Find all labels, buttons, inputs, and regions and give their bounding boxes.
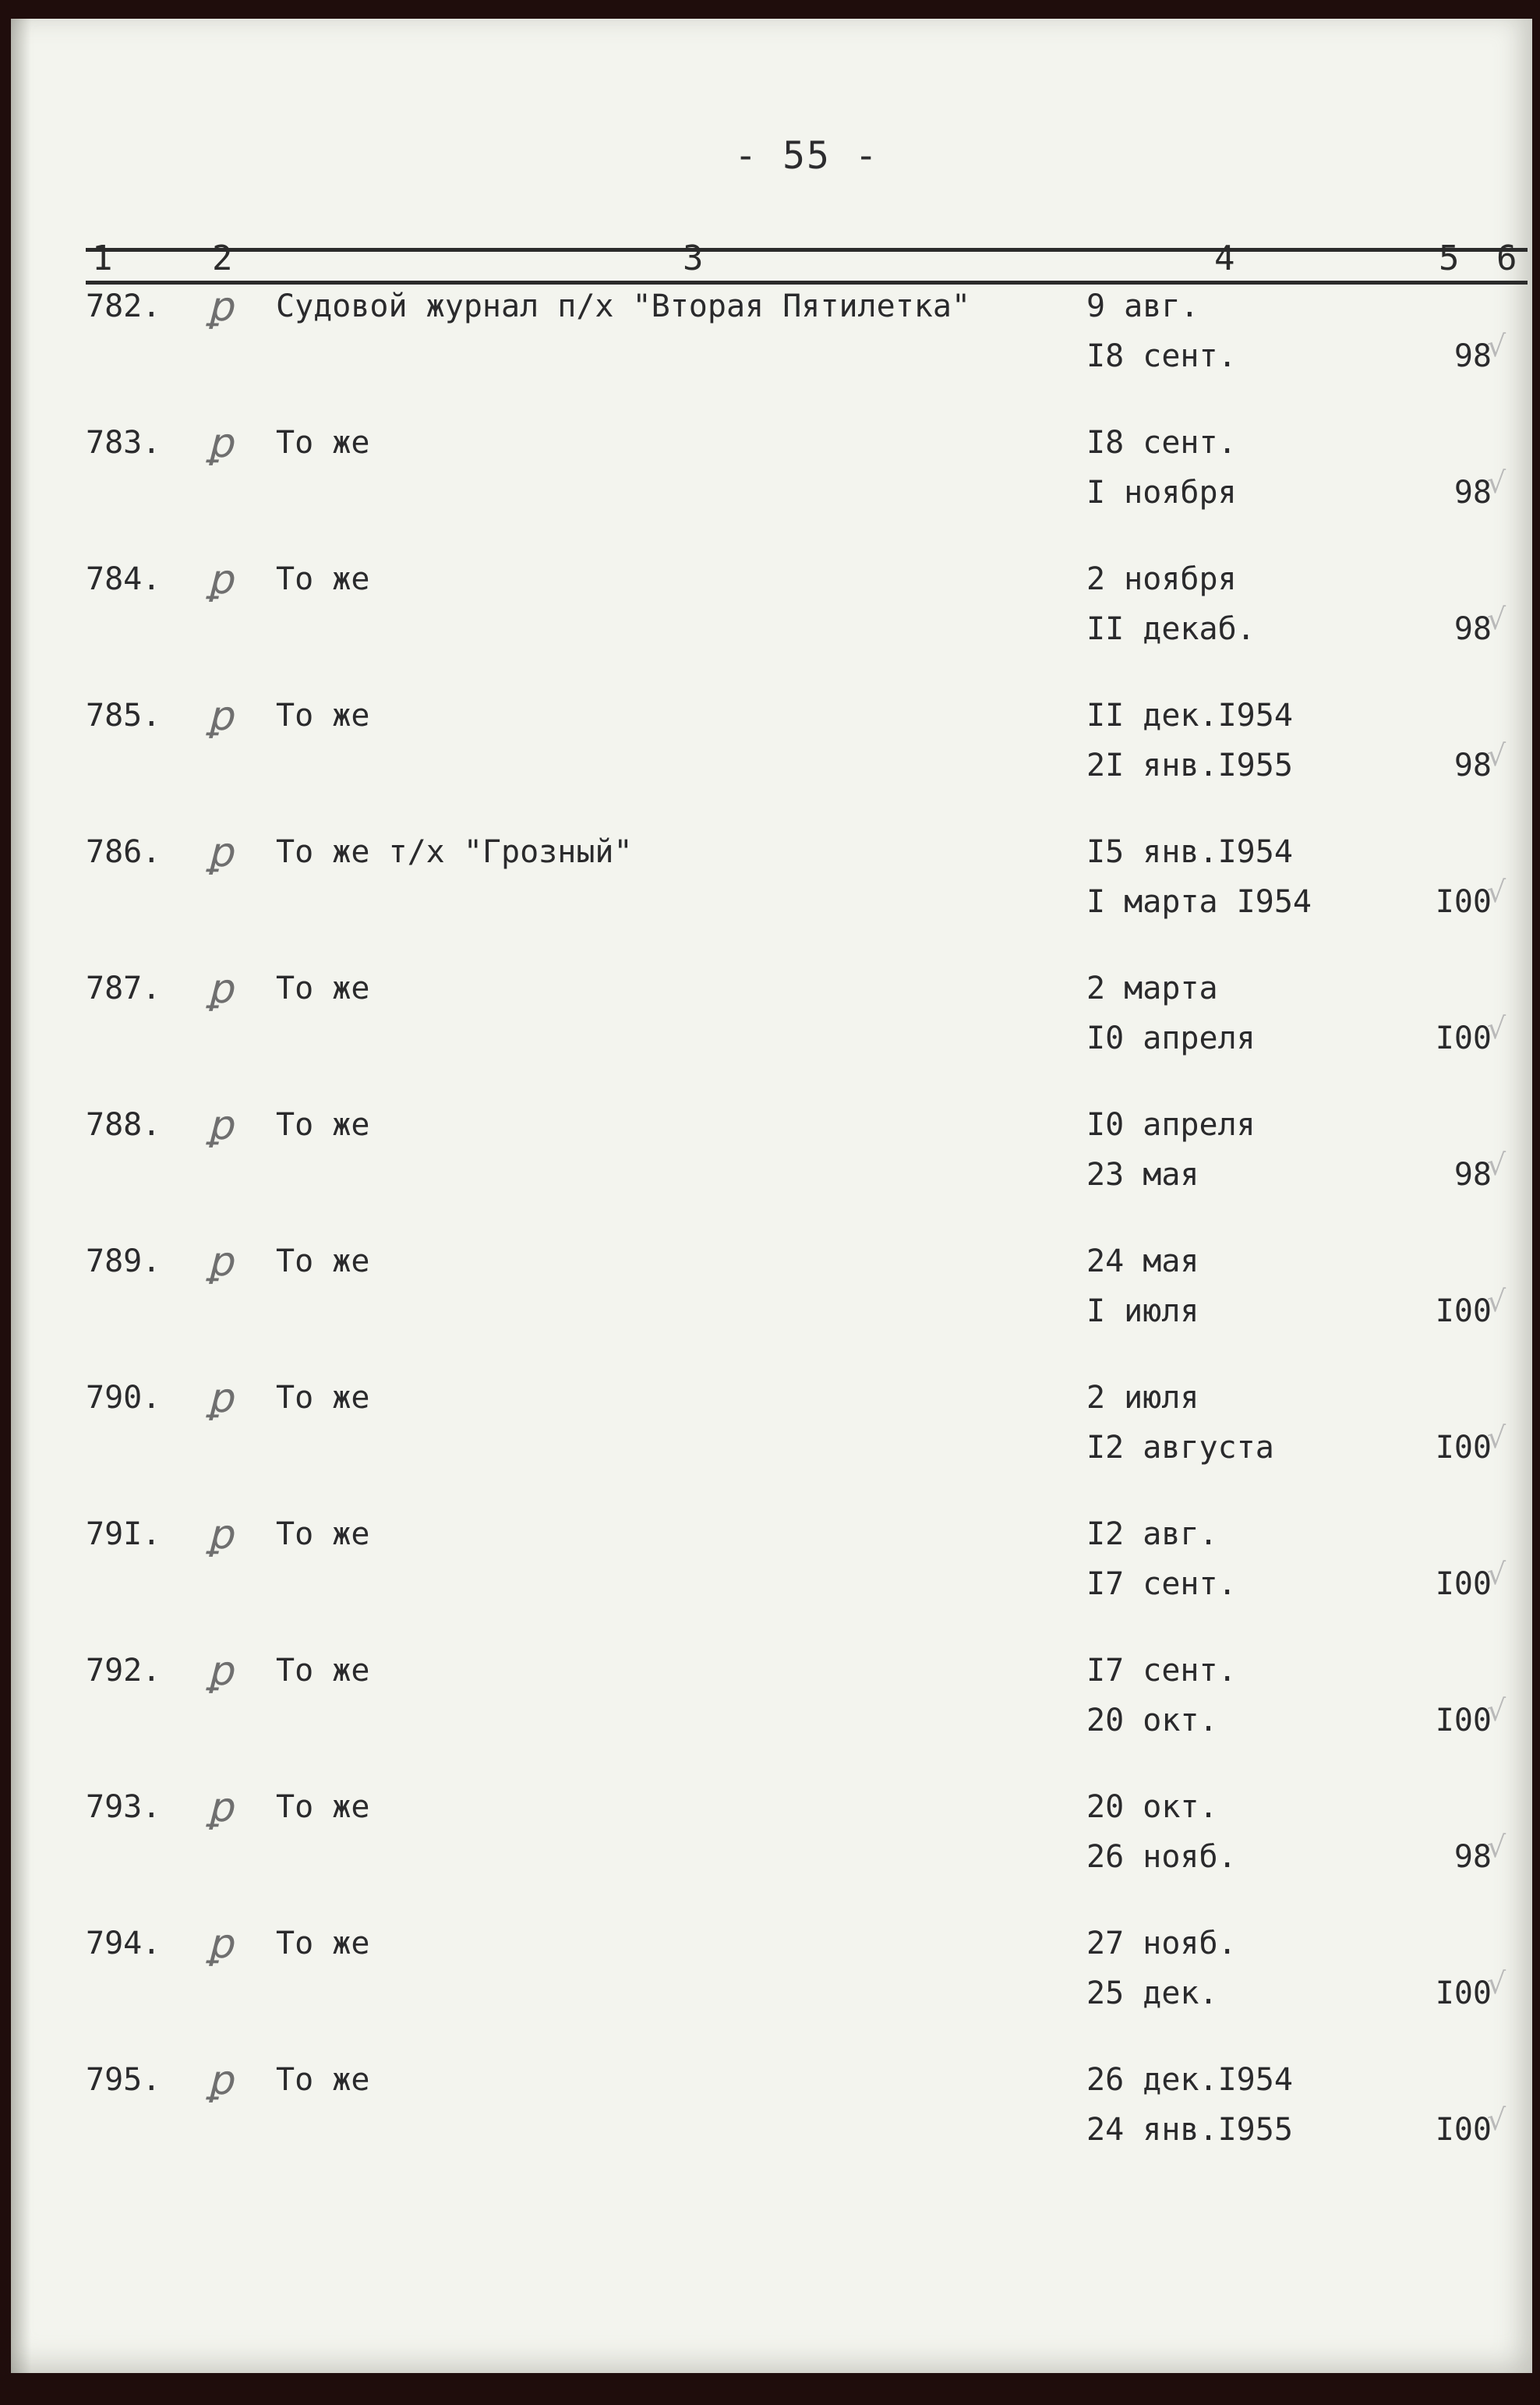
list-item — [11, 1102, 1532, 1244]
column-header-6: 6 — [1496, 239, 1517, 278]
item-number: 793. — [86, 1789, 161, 1825]
sheet-count: 98 — [1453, 611, 1492, 647]
list-item — [11, 2057, 1532, 2199]
date-end: I2 августа — [1086, 1430, 1274, 1466]
handwritten-mark: ꝑ — [207, 1512, 234, 1558]
item-title: То же — [276, 1789, 370, 1825]
date-start: 2 июля — [1086, 1380, 1199, 1416]
date-start: I7 сент. — [1086, 1653, 1237, 1689]
date-start: 20 окт. — [1086, 1789, 1218, 1825]
item-title: То же — [276, 1926, 370, 1961]
check-mark: √ — [1487, 1420, 1506, 1455]
sheet-count: I00 — [1435, 2112, 1492, 2148]
item-number: 789. — [86, 1243, 161, 1279]
handwritten-mark: ꝑ — [207, 829, 234, 876]
check-mark: √ — [1487, 465, 1506, 500]
list-item — [11, 829, 1532, 971]
date-end: 20 окт. — [1086, 1703, 1218, 1738]
check-mark: √ — [1487, 602, 1506, 636]
check-mark: √ — [1487, 1284, 1506, 1318]
date-end: II декаб. — [1086, 611, 1256, 647]
item-title: То же — [276, 561, 370, 597]
date-end: 24 янв.I955 — [1086, 2112, 1293, 2148]
handwritten-mark: ꝑ — [207, 1239, 234, 1286]
check-mark: √ — [1487, 1830, 1506, 1864]
sheet-count: 98 — [1453, 748, 1492, 783]
item-number: 784. — [86, 561, 161, 597]
sheet-count: I00 — [1435, 1293, 1492, 1329]
date-end: 2I янв.I955 — [1086, 748, 1293, 783]
list-item — [11, 1512, 1532, 1653]
list-item — [11, 1648, 1532, 1790]
date-start: II дек.I954 — [1086, 698, 1293, 734]
list-item — [11, 1375, 1532, 1517]
date-end: 25 дек. — [1086, 1975, 1218, 2011]
item-title: То же — [276, 1516, 370, 1552]
sheet-count: I00 — [1435, 1975, 1492, 2011]
item-number: 783. — [86, 425, 161, 461]
page-number: - 55 - — [734, 134, 879, 178]
date-start: I2 авг. — [1086, 1516, 1218, 1552]
sheet-count: 98 — [1453, 475, 1492, 511]
item-title: То же — [276, 2062, 370, 2098]
list-item — [11, 557, 1532, 699]
date-start: I8 сент. — [1086, 425, 1237, 461]
date-end: I июля — [1086, 1293, 1199, 1329]
column-header-3: 3 — [683, 239, 704, 278]
handwritten-mark: ꝑ — [207, 1784, 234, 1831]
date-start: 2 марта — [1086, 971, 1218, 1006]
item-number: 782. — [86, 288, 161, 324]
item-title: То же — [276, 1243, 370, 1279]
item-number: 790. — [86, 1380, 161, 1416]
item-title: То же — [276, 698, 370, 734]
sheet-count: I00 — [1435, 1703, 1492, 1738]
handwritten-mark: ꝑ — [207, 1102, 234, 1149]
sheet-count: I00 — [1435, 884, 1492, 920]
date-end: 23 мая — [1086, 1157, 1199, 1193]
handwritten-mark: ꝑ — [207, 1921, 234, 1968]
check-mark: √ — [1487, 1148, 1506, 1182]
column-header-4: 4 — [1214, 239, 1235, 278]
item-title: То же — [276, 1653, 370, 1689]
date-start: I5 янв.I954 — [1086, 834, 1293, 870]
item-title: То же — [276, 1107, 370, 1143]
sheet-count: 98 — [1453, 1157, 1492, 1193]
date-start: 24 мая — [1086, 1243, 1199, 1279]
item-number: 794. — [86, 1926, 161, 1961]
date-start: 27 нояб. — [1086, 1926, 1237, 1961]
check-mark: √ — [1487, 329, 1506, 363]
check-mark: √ — [1487, 2103, 1506, 2137]
item-title: Судовой журнал п/х "Вторая Пятилетка" — [276, 288, 971, 324]
sheet-count: I00 — [1435, 1430, 1492, 1466]
item-title: То же — [276, 971, 370, 1006]
column-header-1: 1 — [92, 239, 113, 278]
handwritten-mark: ꝑ — [207, 1648, 234, 1695]
header-rule-bottom — [86, 281, 1528, 285]
list-item — [11, 966, 1532, 1108]
sheet-count: 98 — [1453, 338, 1492, 374]
list-item — [11, 1921, 1532, 2063]
handwritten-mark: ꝑ — [207, 1375, 234, 1422]
date-end: I0 апреля — [1086, 1020, 1256, 1056]
handwritten-mark: ꝑ — [207, 557, 234, 603]
list-item — [11, 1784, 1532, 1926]
item-number: 795. — [86, 2062, 161, 2098]
handwritten-mark: ꝑ — [207, 420, 234, 467]
item-title: То же — [276, 425, 370, 461]
list-item — [11, 693, 1532, 835]
check-mark: √ — [1487, 1011, 1506, 1045]
item-number: 787. — [86, 971, 161, 1006]
handwritten-mark: ꝑ — [207, 693, 234, 740]
column-header-5: 5 — [1439, 239, 1460, 278]
item-title: То же — [276, 1380, 370, 1416]
list-item — [11, 1239, 1532, 1381]
date-start: 2 ноября — [1086, 561, 1237, 597]
date-end: 26 нояб. — [1086, 1839, 1237, 1875]
header-rule-top — [86, 248, 1528, 252]
list-item — [11, 284, 1532, 426]
date-start: 26 дек.I954 — [1086, 2062, 1293, 2098]
document-page — [11, 19, 1532, 2373]
sheet-count: I00 — [1435, 1566, 1492, 1602]
handwritten-mark: ꝑ — [207, 284, 234, 331]
sheet-count: 98 — [1453, 1839, 1492, 1875]
check-mark: √ — [1487, 1557, 1506, 1591]
date-end: I марта I954 — [1086, 884, 1312, 920]
check-mark: √ — [1487, 738, 1506, 773]
item-title: То же т/х "Грозный" — [276, 834, 633, 870]
item-number: 786. — [86, 834, 161, 870]
list-item — [11, 420, 1532, 562]
sheet-count: I00 — [1435, 1020, 1492, 1056]
date-start: I0 апреля — [1086, 1107, 1256, 1143]
handwritten-mark: ꝑ — [207, 2057, 234, 2104]
item-number: 79I. — [86, 1516, 161, 1552]
date-end: I ноября — [1086, 475, 1237, 511]
date-end: I7 сент. — [1086, 1566, 1237, 1602]
check-mark: √ — [1487, 1966, 1506, 2000]
column-header-2: 2 — [212, 239, 233, 278]
item-number: 788. — [86, 1107, 161, 1143]
date-start: 9 авг. — [1086, 288, 1199, 324]
item-number: 792. — [86, 1653, 161, 1689]
check-mark: √ — [1487, 1693, 1506, 1728]
handwritten-mark: ꝑ — [207, 966, 234, 1013]
check-mark: √ — [1487, 875, 1506, 909]
date-end: I8 сент. — [1086, 338, 1237, 374]
item-number: 785. — [86, 698, 161, 734]
